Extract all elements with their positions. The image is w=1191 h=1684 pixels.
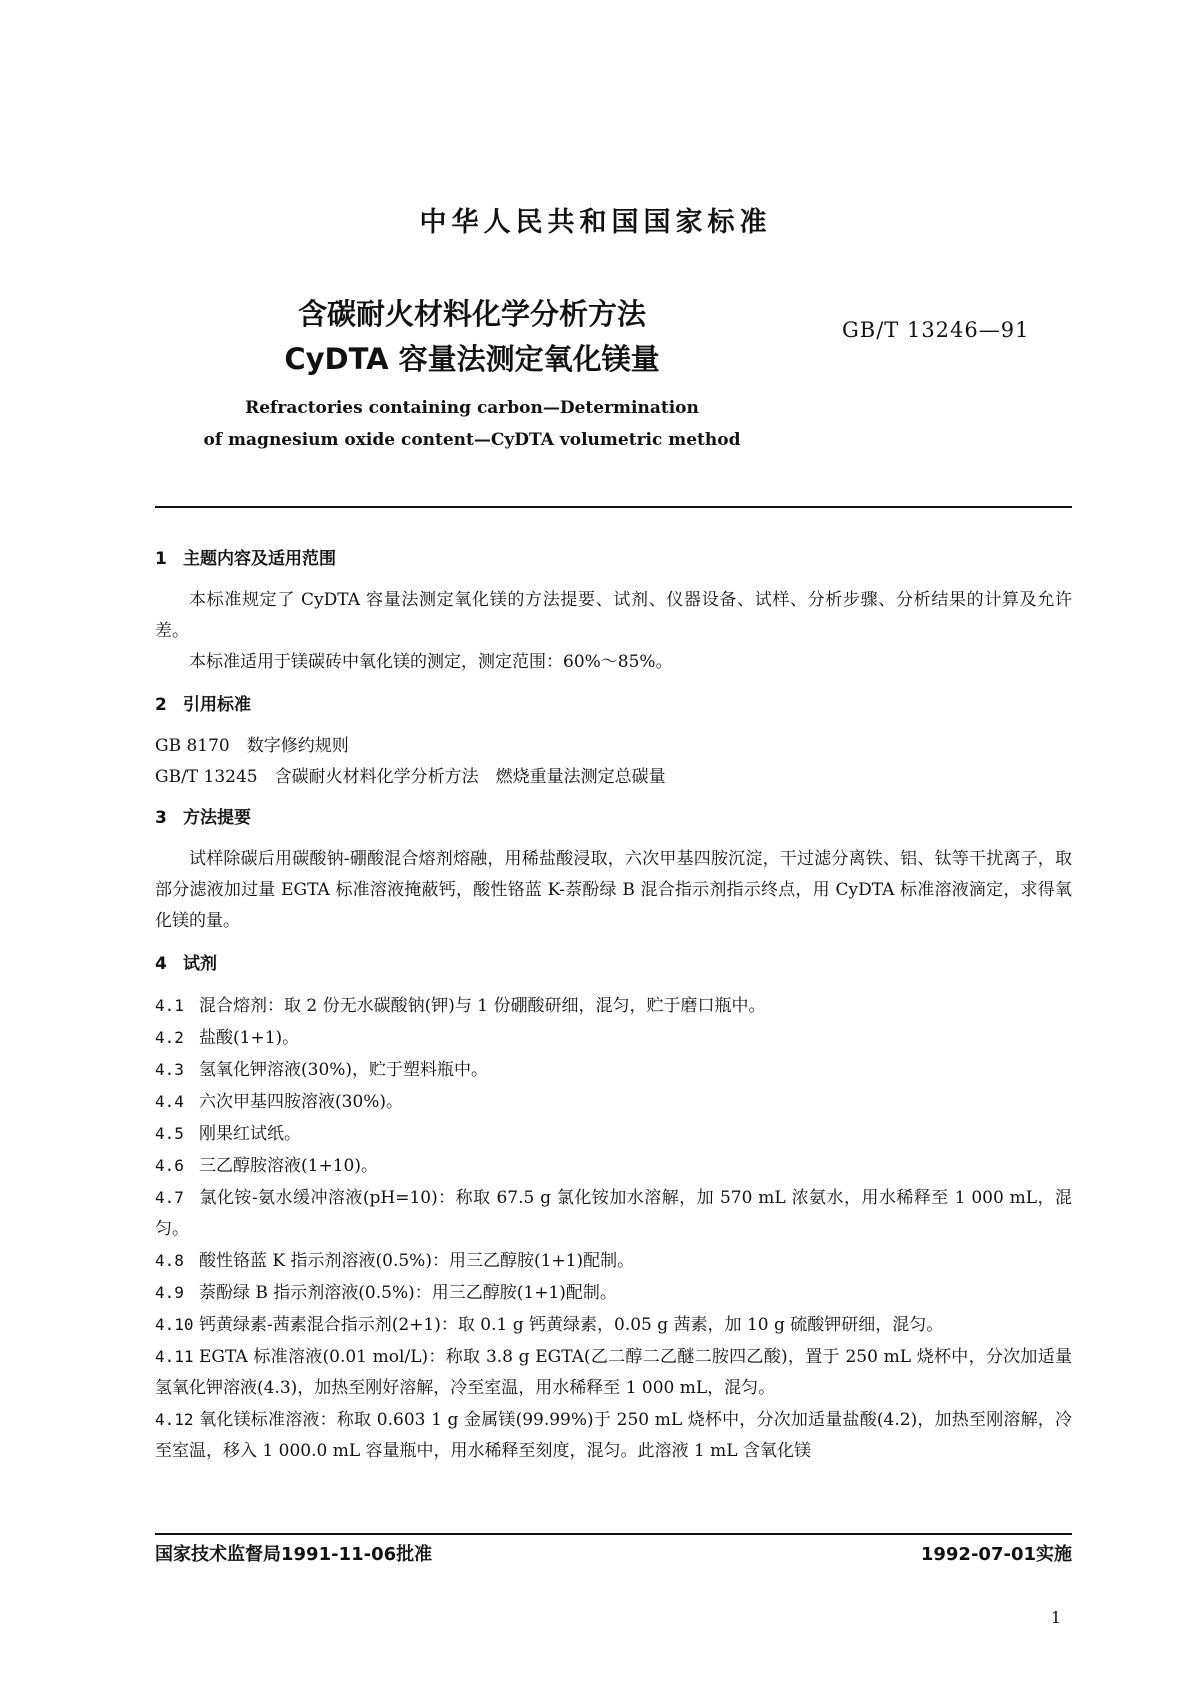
item-text: 盐酸(1+1)。 xyxy=(199,1028,300,1048)
item-text: 氯化铵-氨水缓冲溶液(pH=10)：称取 67.5 g 氯化铵加水溶解，加 570 mL 浓氨水，用水稀释至 1 000 mL，混匀。 xyxy=(155,1188,1072,1239)
paragraph: 试样除碳后用碳酸钠-硼酸混合熔剂熔融，用稀盐酸浸取，六次甲基四胺沉淀，干过滤分离铁、铝、钛等干扰离子，取部分滤液加过量 EGTA 标准溶液掩蔽钙，酸性铬蓝 K-萘酚绿 B 混合指示剂指示终点，用 CyDTA 标准溶液滴定，求得氧化镁的量。 xyxy=(155,849,1072,931)
item-number: 4.4 xyxy=(155,1092,184,1111)
section-heading-2 xyxy=(155,690,1072,721)
item-text: 钙黄绿素-茜素混合指示剂(2+1)：取 0.1 g 钙黄绿素，0.05 g 茜素，加 10 g 硫酸钾研细，混匀。 xyxy=(199,1315,944,1335)
title-en-line1: Refractories containing carbon—Determination xyxy=(245,398,699,418)
reference-item: GB/T 13245 含碳耐火材料化学分析方法 燃烧重量法测定总碳量 xyxy=(155,767,666,787)
section-title: 主题内容及适用范围 xyxy=(183,549,336,569)
item-text: 酸性铬蓝 K 指示剂溶液(0.5%)：用三乙醇胺(1+1)配制。 xyxy=(199,1251,635,1271)
reagent-item xyxy=(155,1150,1072,1182)
reagent-item xyxy=(155,990,1072,1022)
page-number: 1 xyxy=(1050,1608,1061,1627)
item-text: 萘酚绿 B 指示剂溶液(0.5%)：用三乙醇胺(1+1)配制。 xyxy=(199,1283,617,1303)
reagent-item xyxy=(155,1182,1072,1245)
item-number: 4.3 xyxy=(155,1060,184,1079)
section-heading-4 xyxy=(155,949,1072,980)
reference-list xyxy=(155,731,1072,793)
footer-divider xyxy=(155,1533,1072,1535)
section-number: 1 xyxy=(155,549,167,569)
section-title: 方法提要 xyxy=(183,808,251,828)
paragraph: 本标准适用于镁碳砖中氧化镁的测定，测定范围：60%～85%。 xyxy=(189,652,673,672)
item-number: 4.10 xyxy=(155,1315,194,1334)
reagent-item xyxy=(155,1404,1072,1467)
item-number: 4.12 xyxy=(155,1410,194,1429)
reagent-item xyxy=(155,1022,1072,1054)
item-number: 4.9 xyxy=(155,1283,184,1302)
item-text: 混合熔剂：取 2 份无水碳酸钠(钾)与 1 份硼酸研细，混匀，贮于磨口瓶中。 xyxy=(199,996,766,1016)
title-cn-line2: CyDTA 容量法测定氧化镁量 xyxy=(284,342,660,376)
reagent-item xyxy=(155,1341,1072,1404)
item-number: 4.2 xyxy=(155,1028,184,1047)
item-number: 4.1 xyxy=(155,996,184,1015)
reagent-item xyxy=(155,1277,1072,1309)
reagent-item xyxy=(155,1245,1072,1277)
item-number: 4.6 xyxy=(155,1156,184,1175)
item-text: 刚果红试纸。 xyxy=(199,1124,301,1144)
reagent-list xyxy=(155,990,1072,1467)
section-heading-1 xyxy=(155,544,1072,575)
item-text: 六次甲基四胺溶液(30%)。 xyxy=(199,1092,404,1112)
approval-info: 国家技术监督局1991-11-06批准 xyxy=(155,1544,433,1565)
implementation-date: 1992-07-01实施 xyxy=(920,1544,1072,1565)
reagent-item xyxy=(155,1309,1072,1341)
paragraph: 本标准规定了 CyDTA 容量法测定氧化镁的方法提要、试剂、仪器设备、试样、分析步骤、分析结果的计算及允许差。 xyxy=(155,590,1072,641)
reagent-item xyxy=(155,1054,1072,1086)
section-number: 4 xyxy=(155,954,167,974)
item-number: 4.5 xyxy=(155,1124,184,1143)
reagent-item xyxy=(155,1086,1072,1118)
title-cn-line1: 含碳耐火材料化学分析方法 xyxy=(297,297,646,331)
reagent-item xyxy=(155,1118,1072,1150)
standard-code: GB/T 13246—91 xyxy=(842,318,1030,342)
item-text: 三乙醇胺溶液(1+10)。 xyxy=(199,1156,378,1176)
national-standard-heading: 中华人民共和国国家标准 xyxy=(419,207,772,238)
title-en-line2: of magnesium oxide content—CyDTA volumetric method xyxy=(203,430,741,450)
header-divider xyxy=(155,506,1072,508)
section-heading-3 xyxy=(155,803,1072,834)
item-text: 氢氧化钾溶液(30%)，贮于塑料瓶中。 xyxy=(199,1060,489,1080)
item-text: 氧化镁标准溶液：称取 0.603 1 g 金属镁(99.99%)于 250 mL 烧杯中，分次加适量盐酸(4.2)，加热至刚溶解，冷至室温，移入 1 000.0 mL 容量瓶中，用水稀释至刻度，混匀。此溶液 1 mL 含氧化镁 xyxy=(155,1410,1072,1461)
document-body xyxy=(155,544,1072,1467)
section-number: 2 xyxy=(155,695,167,715)
section-number: 3 xyxy=(155,808,167,828)
item-number: 4.11 xyxy=(155,1347,194,1366)
item-number: 4.8 xyxy=(155,1251,184,1270)
section-title: 引用标准 xyxy=(183,695,251,715)
reference-item: GB 8170 数字修约规则 xyxy=(155,736,349,756)
item-number: 4.7 xyxy=(155,1188,184,1207)
item-text: EGTA 标准溶液(0.01 mol/L)：称取 3.8 g EGTA(乙二醇二乙醚二胺四乙酸)，置于 250 mL 烧杯中，分次加适量氢氧化钾溶液(4.3)，加热至刚好溶解，冷至室温，用水稀释至 1 000 mL，混匀。 xyxy=(155,1347,1072,1398)
section-title: 试剂 xyxy=(183,954,217,974)
